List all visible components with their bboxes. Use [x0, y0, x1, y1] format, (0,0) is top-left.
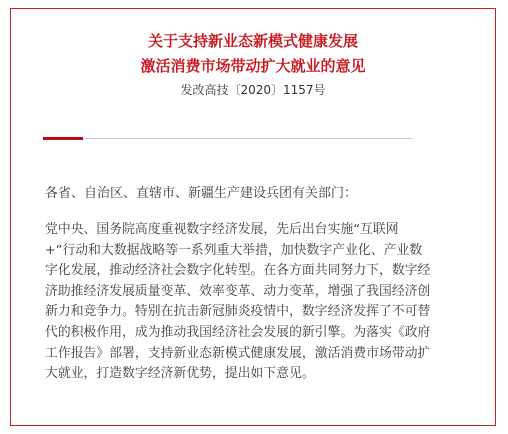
document-title-line-1: 关于支持新业态新模式健康发展 [147, 32, 358, 50]
body-line: 工作报告》部署，支持新业态新模式健康发展，激活消费市场带动扩 [45, 345, 431, 361]
body-line: 党中央、国务院高度重视数字经济发展，先后出台实施“互联网 [45, 222, 399, 237]
divider-line [83, 138, 413, 139]
body-line: 新力和竞争力。特别在抗击新冠肺炎疫情中，数字经济发挥了不可替 [45, 304, 431, 320]
body-line: 济助推经济发展质量变革、效率变革、动力变革，增强了我国经济创 [45, 283, 431, 299]
document-title-line-2: 激活消费市场带动扩大就业的意见 [140, 57, 366, 75]
body-line: 字化发展，推动经济社会数字化转型。在各方面共同努力下，数字经 [45, 263, 431, 279]
body-line: 代的积极作用，成为推动我国经济社会发展的新引擎。为落实《政府 [45, 324, 431, 340]
document-frame [10, 8, 496, 426]
body-paragraph [45, 220, 477, 385]
body-line: 大就业，打造数字经济新优势，提出如下意见。 [45, 366, 315, 382]
divider-accent [43, 137, 83, 140]
body-line: +”行动和大数据战略等一系列重大举措，加快数字产业化、产业数 [45, 242, 423, 258]
document-number: 发改高技〔2020〕1157号 [180, 83, 326, 97]
addressee-line: 各省、自治区、直辖市、新疆生产建设兵团有关部门： [45, 186, 358, 201]
